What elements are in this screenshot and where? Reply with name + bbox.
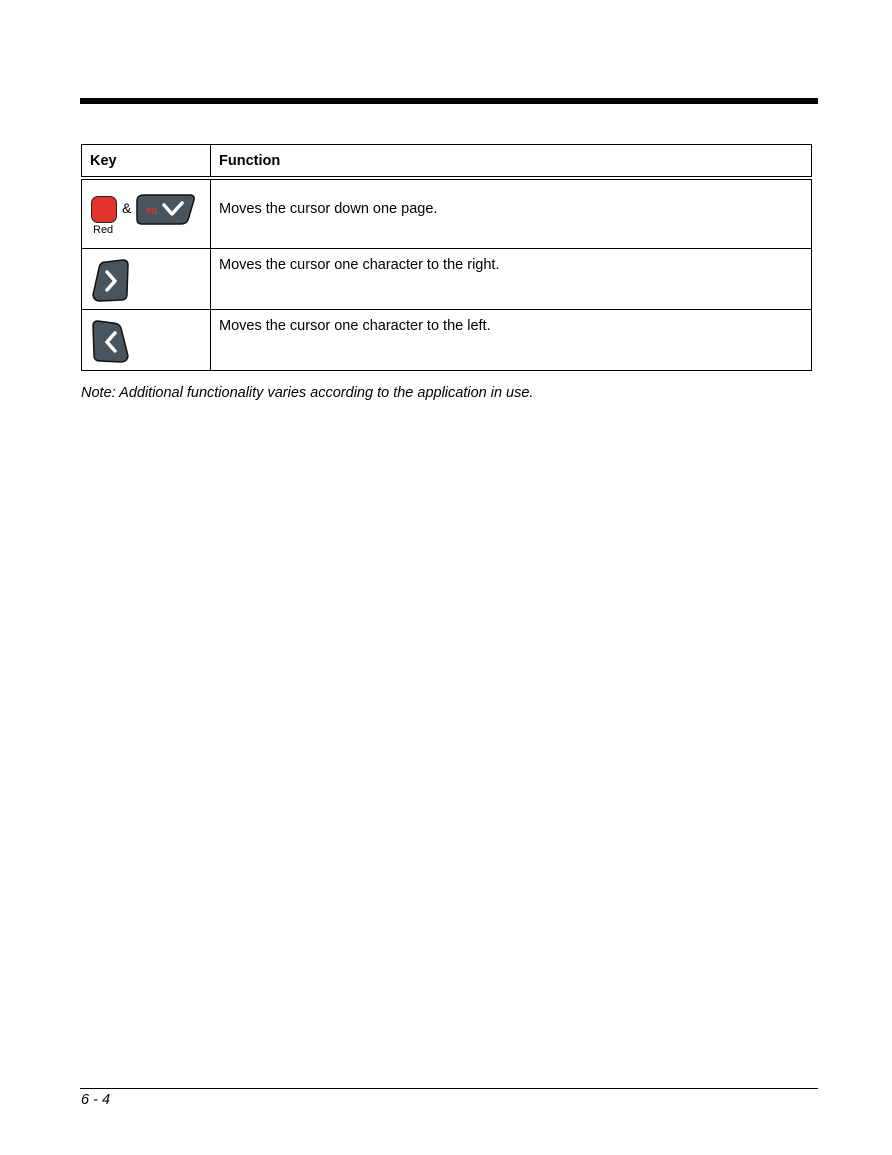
function-column-header: Function [211,145,812,178]
key-cell [82,248,211,309]
key-function-table [81,144,812,371]
page-down-key-icon [136,193,196,226]
pg-label: PG [146,206,158,216]
left-arrow-key-icon [91,319,131,363]
key-cell [82,178,211,249]
top-rule [80,98,818,104]
function-text: Moves the cursor one character to the left. [219,317,491,334]
bottom-rule [80,1088,818,1089]
function-text: Moves the cursor one character to the right. [219,256,500,273]
function-cell [211,309,812,370]
right-arrow-key-icon [91,258,129,302]
key-connector: & [122,199,132,216]
function-cell [211,248,812,309]
table-header-row [82,145,812,178]
table-row [82,248,812,309]
table-row [82,309,812,370]
table-row [82,178,812,249]
red-key-label: Red [93,223,114,236]
function-cell [211,178,812,249]
red-key-icon [91,196,117,223]
key-cell [82,309,211,370]
page-number: 6 - 4 [81,1092,111,1108]
key-combo [90,193,200,243]
note-text: Note: Additional functionality varies according to the application in use. [81,385,534,401]
function-text: Moves the cursor down one page. [219,200,438,217]
key-column-header: Key [82,145,211,178]
